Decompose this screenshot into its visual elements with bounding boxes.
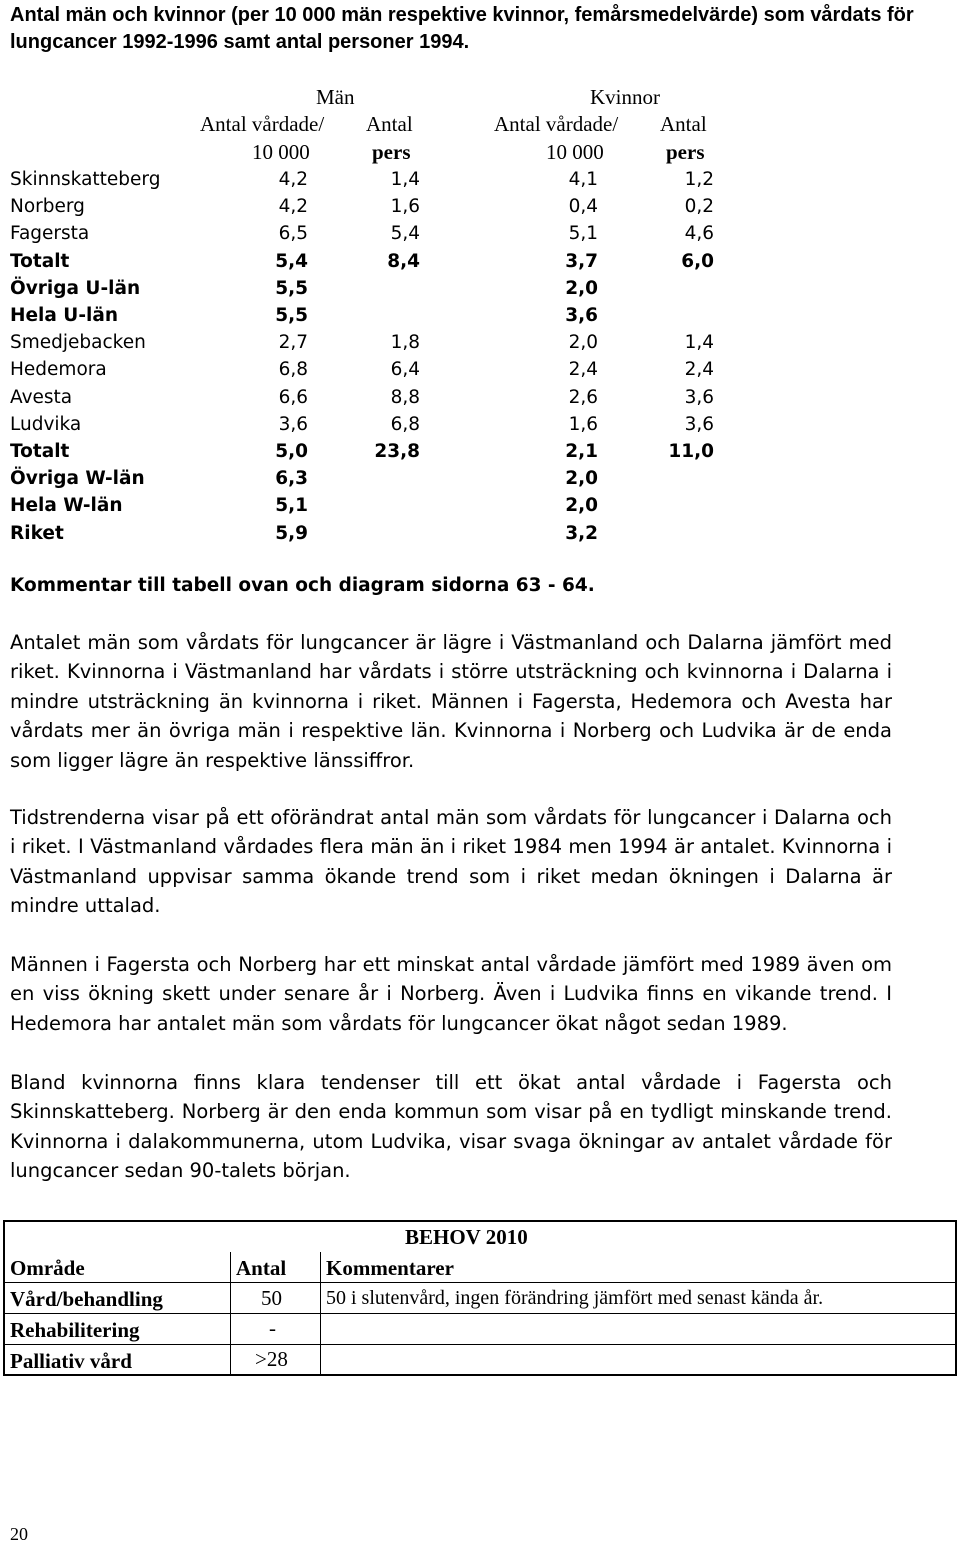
row-label: Totalt xyxy=(10,250,70,272)
men-count-cell: 6,4 xyxy=(390,359,420,381)
table-row xyxy=(0,166,960,193)
comment-paragraph-1: Antalet män som vårdats för lungcancer är lägre i Västmanland och Dalarna jämfört med riket. Kvinnorna i Västmanland har vårdats i större utsträckning och kvinnorna i Dalarna i mindre utsträckning än kvinnorna i riket. Männen i Fagersta, Hedemora och Avesta har vårdats mer än övriga män i respektive län. Kvinnorna i Norberg och Ludvika är de enda som ligger lägre än respektive länssiffror. xyxy=(10,631,892,772)
page-number: 20 xyxy=(10,1524,28,1544)
behov-col-count: Antal xyxy=(236,1256,287,1280)
women-rate-header-1: Antal vårdade/ xyxy=(494,112,619,136)
women-count-cell: 0,2 xyxy=(684,196,714,218)
women-count-cell: 1,4 xyxy=(684,332,714,354)
men-rate-cell: 2,7 xyxy=(278,332,308,354)
table-row xyxy=(0,465,960,492)
women-rate-cell: 2,1 xyxy=(565,441,598,462)
men-rate-cell: 6,5 xyxy=(278,223,308,245)
men-count-header-1: Antal xyxy=(366,112,413,136)
table-row xyxy=(0,275,960,302)
table-row xyxy=(0,248,960,275)
comment-paragraph-3: Männen i Fagersta och Norberg har ett minskat antal vårdade jämfört med 1989 även om en viss ökning skett under senare år i Norberg. Även i Ludvika finns en vikande trend. I Hedemora har antalet män som vårdats för lungcancer ökat något sedan 1989. xyxy=(10,953,892,1035)
table-row xyxy=(0,520,960,547)
men-count-cell: 5,4 xyxy=(390,223,420,245)
men-rate-cell: 6,3 xyxy=(275,468,308,490)
men-rate-cell: 5,5 xyxy=(275,305,308,326)
row-label: Totalt xyxy=(10,441,70,462)
men-count-cell: 1,6 xyxy=(390,196,420,218)
women-rate-cell: 1,6 xyxy=(568,413,598,435)
men-count-cell: 8,8 xyxy=(390,386,420,408)
women-rate-cell: 2,6 xyxy=(568,386,598,408)
behov-title: BEHOV 2010 xyxy=(405,1225,528,1249)
row-label: Hela W-län xyxy=(10,495,123,517)
row-label: Riket xyxy=(10,522,64,544)
women-rate-cell: 2,0 xyxy=(565,277,598,299)
behov-col-comment: Kommentarer xyxy=(326,1256,454,1280)
table-row xyxy=(0,492,960,519)
row-label: Norberg xyxy=(10,196,85,218)
behov-row-area: Rehabilitering xyxy=(10,1318,140,1342)
women-rate-cell: 2,4 xyxy=(568,359,598,381)
women-rate-cell: 2,0 xyxy=(565,495,598,517)
women-count-cell: 4,6 xyxy=(684,223,714,245)
behov-row-comment: 50 i slutenvård, ingen förändring jämfört med senast kända år. xyxy=(326,1287,824,1309)
women-rate-cell: 3,2 xyxy=(565,522,598,544)
men-count-header-2: pers xyxy=(372,140,411,164)
men-rate-cell: 5,4 xyxy=(275,250,308,272)
table-row xyxy=(0,329,960,356)
behov-row-area: Vård/behandling xyxy=(10,1287,163,1311)
women-count-cell: 6,0 xyxy=(681,250,714,272)
women-count-cell: 1,2 xyxy=(684,169,714,190)
men-group-header: Män xyxy=(316,85,355,109)
men-rate-cell: 5,9 xyxy=(275,522,308,544)
row-label: Avesta xyxy=(10,386,73,408)
men-rate-cell: 3,6 xyxy=(278,413,308,435)
women-rate-cell: 2,0 xyxy=(568,332,598,354)
men-rate-cell: 4,2 xyxy=(278,169,308,190)
row-label: Fagersta xyxy=(10,223,90,245)
row-label: Övriga U-län xyxy=(10,277,141,299)
behov-row-count: - xyxy=(269,1316,276,1340)
row-label: Hela U-län xyxy=(10,305,118,326)
row-label: Hedemora xyxy=(10,359,107,381)
men-count-cell: 1,8 xyxy=(390,332,420,354)
row-label: Övriga W-län xyxy=(10,468,145,490)
comment-paragraph-2: Tidstrenderna visar på ett oförändrat antal män som vårdats för lungcancer i Dalarna och i riket. I Västmanland vårdades flera män än i riket 1984 men 1994 är antalet. Kvinnorna i Västmanland uppvisar samma ökande trend som i riket medan ökningen i Dalarna är mindre uttalad. xyxy=(10,806,892,918)
men-count-cell: 23,8 xyxy=(374,441,420,462)
row-label: Ludvika xyxy=(10,413,82,435)
row-label: Smedjebacken xyxy=(10,332,146,354)
row-label: Skinnskatteberg xyxy=(10,169,161,190)
women-rate-cell: 3,7 xyxy=(565,250,598,272)
table-row xyxy=(0,220,960,247)
men-rate-header-2: 10 000 xyxy=(252,140,310,164)
women-rate-header-2: 10 000 xyxy=(546,140,604,164)
men-rate-cell: 6,6 xyxy=(278,386,308,408)
table-row xyxy=(0,356,960,383)
men-count-cell: 1,4 xyxy=(390,169,420,190)
women-rate-cell: 4,1 xyxy=(568,169,598,190)
men-rate-cell: 5,0 xyxy=(275,441,308,462)
men-rate-cell: 5,5 xyxy=(275,277,308,299)
women-count-cell: 3,6 xyxy=(684,413,714,435)
women-rate-cell: 0,4 xyxy=(568,196,598,218)
table-row xyxy=(0,438,960,465)
women-count-cell: 3,6 xyxy=(684,386,714,408)
women-rate-cell: 3,6 xyxy=(565,305,598,326)
behov-row-count: 50 xyxy=(261,1286,282,1310)
page-title: Antal män och kvinnor (per 10 000 män respektive kvinnor, femårsmedelvärde) som vårdats för lungcancer 1992-1996 samt antal personer 1994. xyxy=(10,4,914,53)
table-row xyxy=(0,411,960,438)
men-rate-cell: 6,8 xyxy=(278,359,308,381)
comment-paragraph-4: Bland kvinnorna finns klara tendenser till ett ökat antal vårdade i Fagersta och Skinnskatteberg. Norberg är den enda kommun som visar på en tydligt minskande trend. Kvinnorna i dalakommunerna, utom Ludvika, visar svaga ökningar av antalet vårdade för lungcancer sedan 90-talets början. xyxy=(10,1071,892,1183)
behov-col-area: Område xyxy=(10,1256,85,1280)
men-rate-header-1: Antal vårdade/ xyxy=(200,112,325,136)
table-row xyxy=(0,384,960,411)
behov-row-count: >28 xyxy=(255,1347,288,1371)
women-rate-cell: 2,0 xyxy=(565,468,598,490)
behov-table xyxy=(3,1220,957,1376)
women-count-header-1: Antal xyxy=(660,112,707,136)
table-row xyxy=(0,193,960,220)
women-count-cell: 2,4 xyxy=(684,359,714,381)
men-count-cell: 6,8 xyxy=(390,413,420,435)
women-count-header-2: pers xyxy=(666,140,705,164)
women-count-cell: 11,0 xyxy=(668,441,714,462)
men-rate-cell: 5,1 xyxy=(275,495,308,517)
women-rate-cell: 5,1 xyxy=(568,223,598,245)
comment-heading: Kommentar till tabell ovan och diagram sidorna 63 - 64. xyxy=(10,575,595,596)
men-rate-cell: 4,2 xyxy=(278,196,308,218)
men-count-cell: 8,4 xyxy=(387,250,420,272)
behov-row-area: Palliativ vård xyxy=(10,1349,132,1373)
table-row xyxy=(0,302,960,329)
women-group-header: Kvinnor xyxy=(590,85,660,109)
